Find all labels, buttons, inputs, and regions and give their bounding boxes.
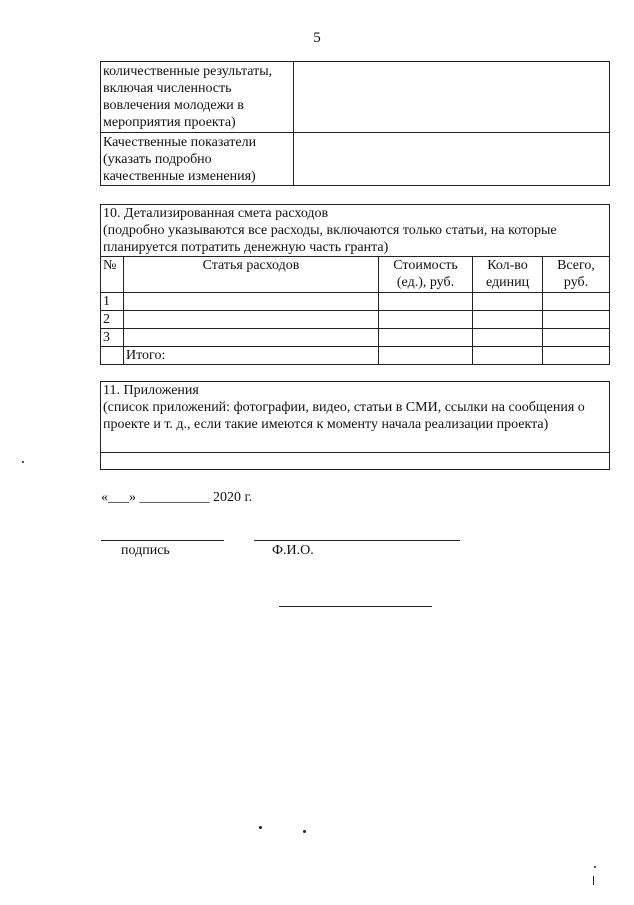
attachments-header-cell (101, 382, 610, 453)
col-header-num: № (101, 257, 124, 293)
table-row (101, 133, 610, 186)
signature-caption: подпись (121, 543, 170, 558)
page-number: 5 (313, 30, 321, 46)
row-cost[interactable] (379, 329, 473, 347)
row-total[interactable] (543, 293, 610, 311)
total-sum[interactable] (543, 347, 610, 365)
table-row (101, 62, 610, 133)
budget-header-cell (101, 205, 610, 257)
scan-speck (22, 461, 24, 463)
col-header-item: Статья расходов (124, 257, 379, 293)
col-header-total: Всего, руб. (543, 257, 610, 293)
scan-speck (259, 826, 262, 829)
extra-line (279, 606, 432, 607)
name-line[interactable] (254, 540, 460, 541)
row-total[interactable] (543, 329, 610, 347)
scan-speck (593, 876, 594, 885)
results-qualitative-label: Качественные показатели (указать подробно качественные изменения) (101, 133, 294, 186)
row-qty[interactable] (473, 311, 543, 329)
row-item[interactable] (124, 329, 379, 347)
table-row (101, 329, 610, 347)
attachments-description: (список приложений: фотографии, видео, статьи в СМИ, ссылки на сообщения о проекте и т. д., если такие имеются к моменту начала реализации проекта) (103, 400, 585, 432)
signature-line[interactable] (101, 540, 224, 541)
row-item[interactable] (124, 311, 379, 329)
results-quantitative-label: количественные результаты, включая численность вовлечения молодежи в мероприятия проекта) (101, 62, 294, 133)
total-row (101, 347, 610, 365)
date-line[interactable]: «___» __________ 2020 г. (101, 490, 253, 505)
row-cost[interactable] (379, 311, 473, 329)
scan-speck (594, 866, 596, 868)
table-row (101, 293, 610, 311)
scan-speck (303, 830, 306, 833)
table-row (101, 311, 610, 329)
col-header-cost: Стоимость (ед.), руб. (379, 257, 473, 293)
budget-subtitle: (подробно указываются все расходы, включаются только статьи, на которые планируется потратить денежную часть гранта) (103, 223, 557, 255)
row-qty[interactable] (473, 293, 543, 311)
row-num: 3 (101, 329, 124, 347)
row-num: 2 (101, 311, 124, 329)
row-cost[interactable] (379, 293, 473, 311)
row-qty[interactable] (473, 329, 543, 347)
total-num-cell (101, 347, 124, 365)
total-cost[interactable] (379, 347, 473, 365)
attachments-title: 11. Приложения (103, 383, 199, 398)
row-num: 1 (101, 293, 124, 311)
budget-table (100, 204, 610, 365)
attachments-value[interactable] (101, 453, 610, 470)
total-label: Итого: (124, 347, 379, 365)
total-qty[interactable] (473, 347, 543, 365)
results-quantitative-value[interactable] (294, 62, 610, 133)
col-header-qty: Кол-во единиц (473, 257, 543, 293)
row-item[interactable] (124, 293, 379, 311)
row-total[interactable] (543, 311, 610, 329)
attachments-table (100, 381, 610, 470)
budget-title: 10. Детализированная смета расходов (103, 206, 329, 221)
name-caption: Ф.И.О. (272, 543, 314, 558)
results-table (100, 61, 610, 186)
results-qualitative-value[interactable] (294, 133, 610, 186)
